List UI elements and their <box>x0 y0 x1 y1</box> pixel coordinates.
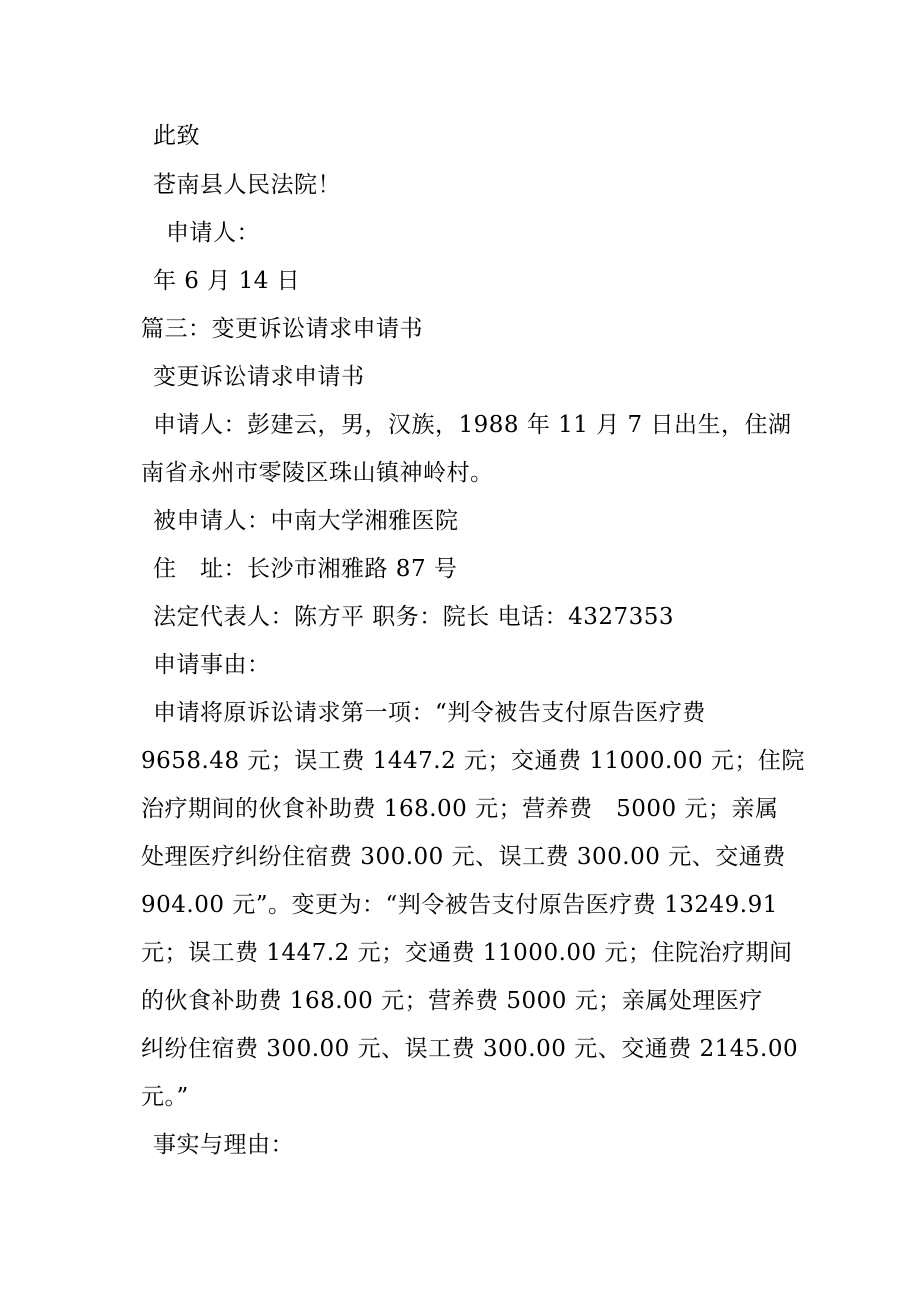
legal-representative: 法定代表人：陈方平 职务：院长 电话：4327353 <box>153 604 675 630</box>
document-title: 变更诉讼请求申请书 <box>153 364 365 390</box>
applicant-info-line-1: 申请人：彭建云，男，汉族，1988 年 11 月 7 日出生，住湖 <box>153 412 792 438</box>
request-paragraph-line-5: 904.00 元”。变更为：“判令被告支付原告医疗费 13249.91 <box>141 892 778 918</box>
applicant-signature-label: 申请人： <box>166 220 260 246</box>
facts-and-reasons-heading: 事实与理由： <box>153 1132 294 1158</box>
signature-date: 年 6 月 14 日 <box>153 268 301 294</box>
request-paragraph-line-8: 纠纷住宿费 300.00 元、误工费 300.00 元、交通费 2145.00 <box>141 1036 799 1062</box>
request-paragraph-line-2: 9658.48 元；误工费 1447.2 元；交通费 11000.00 元；住院 <box>141 748 805 774</box>
respondent-name: 被申请人：中南大学湘雅医院 <box>153 508 459 534</box>
request-paragraph-line-7: 的伙食补助费 168.00 元；营养费 5000 元；亲属处理医疗 <box>141 988 763 1014</box>
request-paragraph-line-6: 元；误工费 1447.2 元；交通费 11000.00 元；住院治疗期间 <box>141 940 793 966</box>
request-paragraph-line-4: 处理医疗纠纷住宿费 300.00 元、误工费 300.00 元、交通费 <box>141 844 786 870</box>
court-addressee: 苍南县人民法院！ <box>153 172 341 198</box>
application-reason-heading: 申请事由： <box>153 652 271 678</box>
respondent-address: 住 址：长沙市湘雅路 87 号 <box>153 556 458 582</box>
request-paragraph-line-9: 元。” <box>141 1084 189 1110</box>
request-paragraph-line-3: 治疗期间的伙食补助费 168.00 元；营养费 5000 元；亲属 <box>141 796 779 822</box>
request-paragraph-line-1: 申请将原诉讼请求第一项：“判令被告支付原告医疗费 <box>153 700 706 726</box>
section-heading: 篇三：变更诉讼请求申请书 <box>141 316 423 342</box>
applicant-info-line-2: 南省永州市零陵区珠山镇神岭村。 <box>141 460 494 486</box>
closing-salutation: 此致 <box>153 123 200 149</box>
